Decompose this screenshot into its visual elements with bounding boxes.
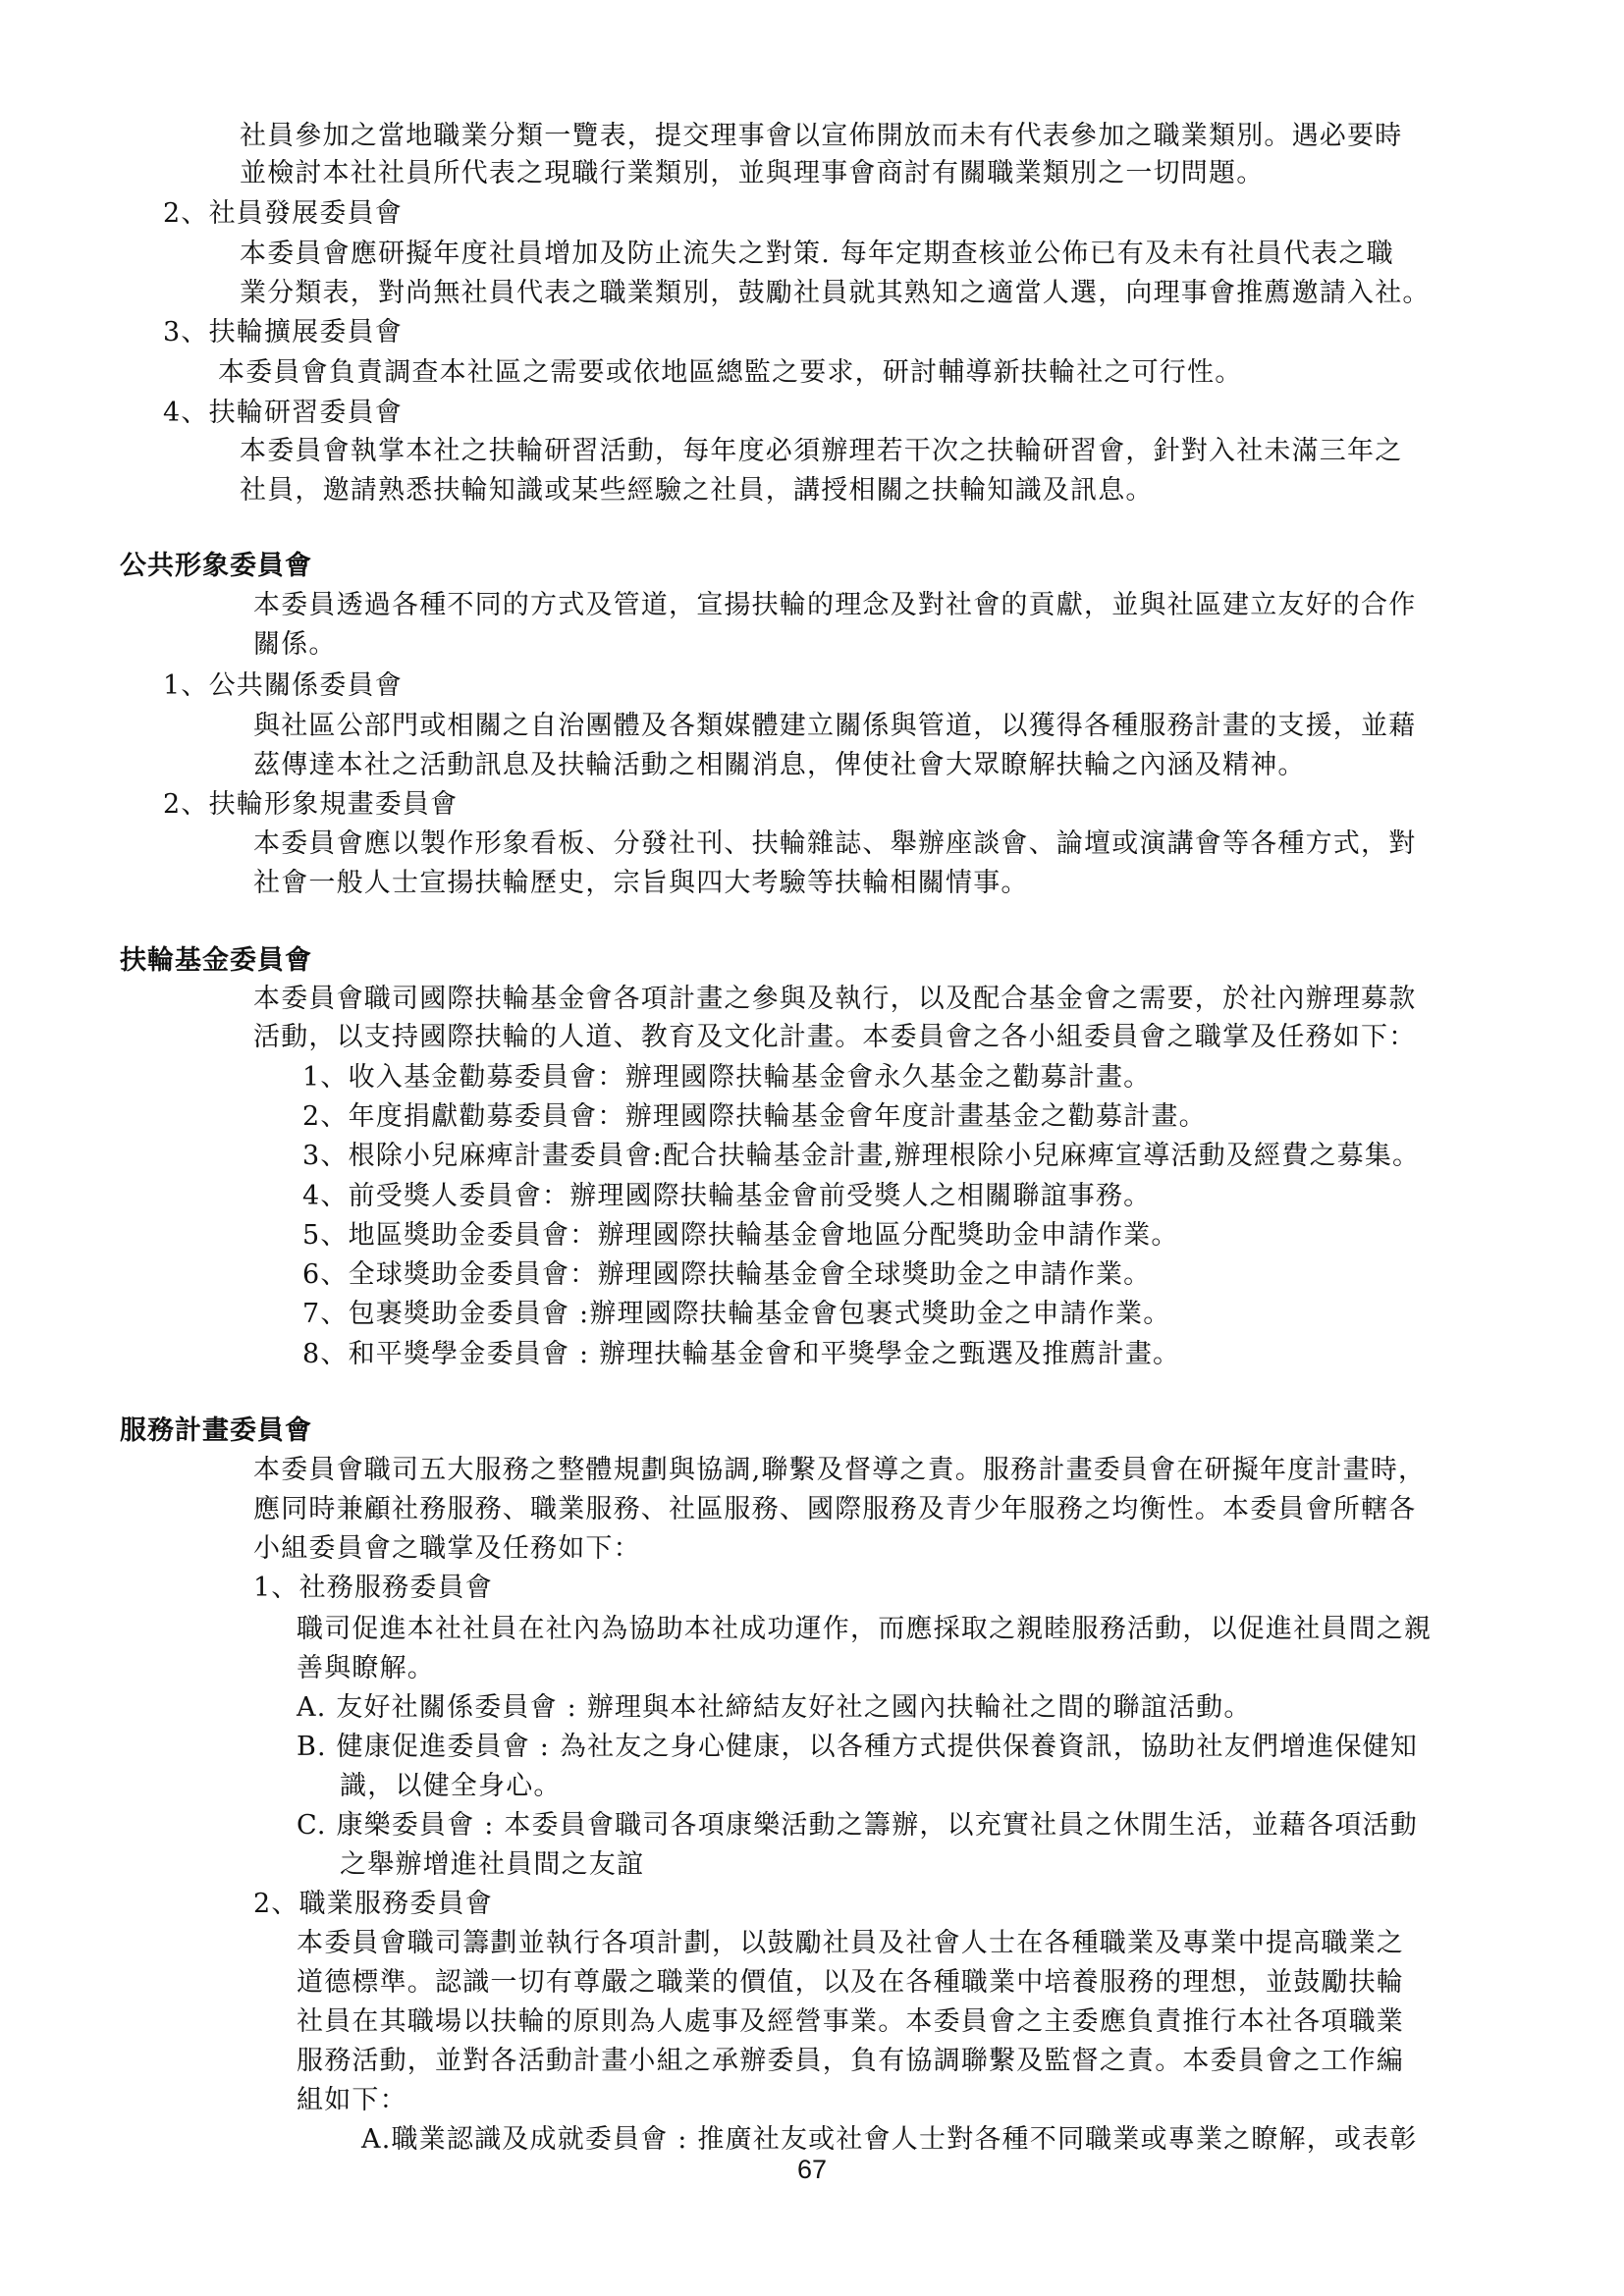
- subsection-title: 3、扶輪擴展委員會: [163, 317, 403, 347]
- body-line: 本委員會執掌本社之扶輪研習活動，每年度必須辦理若干次之扶輪研習會，針對入社未滿三年之: [240, 436, 1403, 466]
- list-item: 2、年度捐獻勸募委員會：辦理國際扶輪基金會年度計畫基金之勸募計畫。: [302, 1101, 1207, 1132]
- body-line: 社員，邀請熟悉扶輪知識或某些經驗之社員，講授相關之扶輪知識及訊息。: [240, 475, 1154, 506]
- body-line: 社員在其職場以扶輪的原則為人處事及經營事業。本委員會之主委應負責推行本社各項職業: [297, 2006, 1404, 2037]
- body-line: 關係。: [253, 629, 337, 660]
- body-line: 識，以健全身心。: [340, 1771, 562, 1801]
- body-line: 小組委員會之職掌及任務如下：: [253, 1533, 641, 1564]
- body-line: 本委員會應研擬年度社員增加及防止流失之對策. 每年定期查核並公佈已有及未有社員代表之職: [240, 239, 1394, 269]
- body-line: 社會一般人士宣揚扶輪歷史，宗旨與四大考驗等扶輪相關情事。: [253, 868, 1029, 898]
- body-line: 本委員會職司國際扶輪基金會各項計畫之參與及執行，以及配合基金會之需要，於社內辦理募款: [253, 984, 1417, 1014]
- section-heading: 服務計畫委員會: [120, 1415, 312, 1446]
- body-line: 本委員會應以製作形象看板、分發社刊、扶輪雜誌、舉辦座談會、論壇或演講會等各種方式，對: [253, 828, 1417, 859]
- list-item: 1、收入基金勸募委員會：辦理國際扶輪基金會永久基金之勸募計畫。: [302, 1062, 1152, 1093]
- body-line: 應同時兼顧社務服務、職業服務、社區服務、國際服務及青少年服務之均衡性。本委員會所轄各: [253, 1494, 1417, 1524]
- subsection-title: 1、公共關係委員會: [163, 670, 403, 701]
- body-line: 職司促進本社社員在社內為協助本社成功運作，而應採取之親睦服務活動，以促進社員間之親: [297, 1614, 1433, 1644]
- list-item: 3、根除小兒麻痺計畫委員會:配合扶輪基金計畫,辦理根除小兒麻痺宣導活動及經費之募集。: [302, 1141, 1421, 1171]
- subsection-title: 2、扶輪形象規畫委員會: [163, 789, 459, 820]
- body-line: 與社區公部門或相關之自治團體及各類媒體建立關係與管道，以獲得各種服務計畫的支援，並藉: [253, 711, 1417, 741]
- body-line: 茲傳達本社之活動訊息及扶輪活動之相關消息，俾使社會大眾瞭解扶輪之內涵及精神。: [253, 750, 1306, 780]
- body-line: 服務活動，並對各活動計畫小組之承辦委員，負有協調聯繫及監督之責。本委員會之工作編: [297, 2046, 1404, 2076]
- subsection-title: 1、社務服務委員會: [253, 1573, 493, 1603]
- section-heading: 公共形象委員會: [120, 551, 312, 581]
- body-line: 善與瞭解。: [297, 1653, 435, 1683]
- body-line: 本委員透過各種不同的方式及管道，宣揚扶輪的理念及對社會的貢獻，並與社區建立友好的合作: [253, 590, 1417, 620]
- body-line: 本委員會職司五大服務之整體規劃與協調,聯繫及督導之責。服務計畫委員會在研擬年度計畫時，: [253, 1455, 1427, 1485]
- list-item: 4、前受獎人委員會：辦理國際扶輪基金會前受獎人之相關聯誼事務。: [302, 1181, 1152, 1211]
- list-item: A.職業認識及成就委員會 : 推廣社友或社會人士對各種不同職業或專業之瞭解，或表彰: [361, 2124, 1418, 2155]
- body-line: 道德標準。認識一切有尊嚴之職業的價值，以及在各種職業中培養服務的理想，並鼓勵扶輪: [297, 1967, 1404, 1998]
- body-line: 本委員會負責調查本社區之需要或依地區總監之要求，研討輔導新扶輪社之可行性。: [218, 357, 1243, 388]
- list-item: 7、包裹獎助金委員會 :辦理國際扶輪基金會包裹式獎助金之申請作業。: [302, 1299, 1171, 1329]
- list-item: C. 康樂委員會 : 本委員會職司各項康樂活動之籌辦，以充實社員之休閒生活，並藉各項活動: [297, 1810, 1418, 1841]
- list-item: 5、地區獎助金委員會：辦理國際扶輪基金會地區分配獎助金申請作業。: [302, 1220, 1179, 1251]
- list-item: 8、和平獎學金委員會 : 辦理扶輪基金會和平獎學金之甄選及推薦計畫。: [302, 1339, 1181, 1369]
- body-line: 本委員會職司籌劃並執行各項計劃，以鼓勵社員及社會人士在各種職業及專業中提高職業之: [297, 1928, 1404, 1958]
- list-item: B. 健康促進委員會 : 為社友之身心健康，以各種方式提供保養資訊，協助社友們增進保健知: [297, 1732, 1419, 1762]
- body-line: 之舉辦增進社員間之友誼: [340, 1849, 645, 1880]
- body-line: 業分類表，對尚無社員代表之職業類別，鼓勵社員就其熟知之適當人選，向理事會推薦邀請入社。: [240, 278, 1431, 308]
- list-item: 6、全球獎助金委員會：辦理國際扶輪基金會全球獎助金之申請作業。: [302, 1259, 1152, 1290]
- body-line: 組如下：: [297, 2085, 407, 2115]
- section-heading: 扶輪基金委員會: [120, 945, 312, 976]
- subsection-title: 2、職業服務委員會: [253, 1889, 493, 1919]
- body-line: 活動，以支持國際扶輪的人道、教育及文化計畫。本委員會之各小組委員會之職掌及任務如下：: [253, 1022, 1417, 1052]
- subsection-title: 4、扶輪研習委員會: [163, 398, 403, 428]
- subsection-title: 2、社員發展委員會: [163, 198, 403, 229]
- body-line: 社員參加之當地職業分類一覽表，提交理事會以宣佈開放而未有代表參加之職業類別。遇必要時: [240, 121, 1403, 151]
- list-item: A. 友好社關係委員會 : 辦理與本社締結友好社之國內扶輪社之間的聯誼活動。: [297, 1692, 1252, 1723]
- page-number: 67: [796, 2155, 828, 2184]
- body-line: 並檢討本社社員所代表之現職行業類別，並與理事會商討有關職業類別之一切問題。: [240, 158, 1265, 188]
